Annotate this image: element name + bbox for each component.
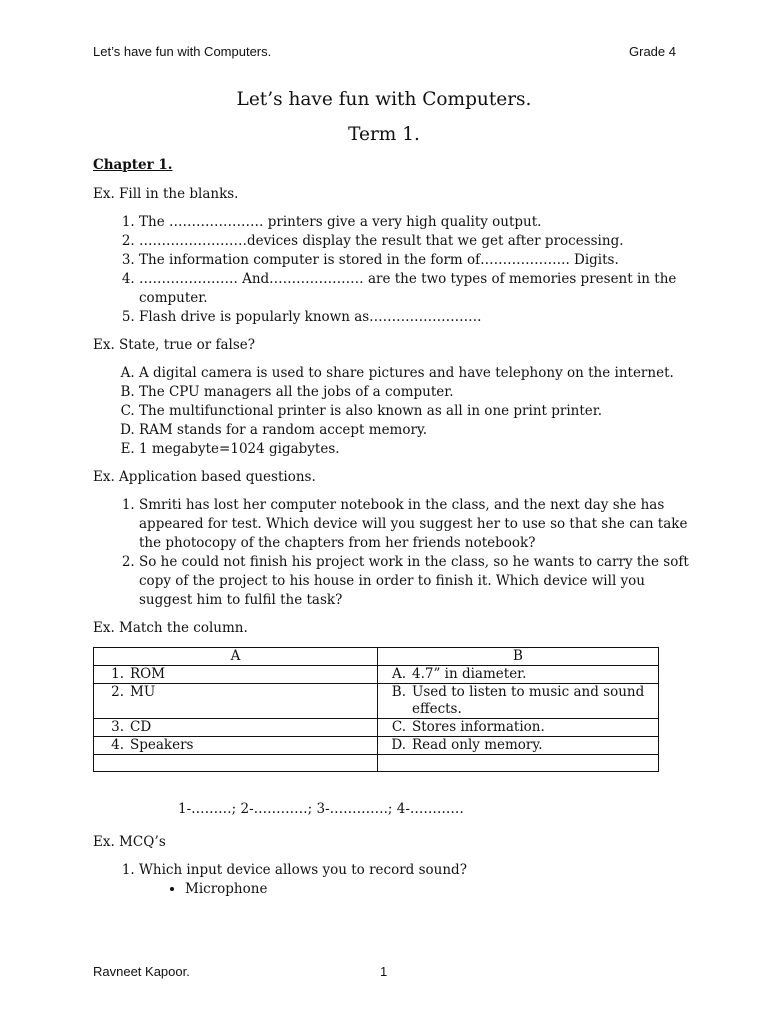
- item-letter: C.: [391, 719, 406, 735]
- item-letter: A.: [391, 666, 406, 682]
- match-answers: 1-………; 2-…………; 3-………….; 4-…………: [178, 801, 464, 817]
- item-number: 3.: [111, 719, 124, 735]
- mcq-list: [93, 861, 693, 880]
- header-left: Let’s have fun with Computers.: [93, 44, 272, 59]
- item-number: 1.: [111, 666, 124, 682]
- column-a-header: A: [94, 648, 378, 666]
- document-subtitle: Term 1.: [348, 124, 420, 145]
- list-item: C. The multifunctional printer is also known as all in one print printer.: [139, 402, 693, 421]
- table-row: [94, 737, 659, 755]
- item-number: 2.: [111, 684, 124, 700]
- application-heading: Ex. Application based questions.: [93, 469, 316, 485]
- table-row-empty: [94, 755, 659, 772]
- item-text: CD: [130, 719, 152, 735]
- footer-author: Ravneet Kapoor.: [93, 964, 190, 979]
- table-row: [94, 684, 659, 719]
- list-item: 1. Which input device allows you to record sound?: [139, 861, 693, 880]
- item-letter: B.: [391, 684, 406, 700]
- list-item: E. 1 megabyte=1024 gigabytes.: [139, 440, 693, 459]
- item-text: Used to listen to music and sound effects.: [412, 684, 645, 717]
- table-row: [94, 666, 659, 684]
- item-number: 4.: [111, 737, 124, 753]
- document-body: [93, 156, 693, 908]
- column-a-cell: [94, 666, 378, 684]
- list-item: B. The CPU managers all the jobs of a computer.: [139, 383, 693, 402]
- true-false-list: [93, 364, 693, 459]
- chapter-heading: Chapter 1.: [93, 157, 173, 173]
- column-b-cell: [378, 719, 659, 737]
- page-number: 1: [380, 964, 388, 979]
- column-b-cell: [378, 666, 659, 684]
- list-item: D. RAM stands for a random accept memory.: [139, 421, 693, 440]
- list-item: 2. So he could not finish his project work in the class, so he wants to carry the soft copy of the project to his house in order to finish it. Which device will you suggest him to fulfil the task?: [139, 553, 693, 610]
- column-b-cell: [378, 737, 659, 755]
- empty-cell: [94, 755, 378, 772]
- item-text: Read only memory.: [412, 737, 543, 753]
- fill-blanks-list: [93, 213, 693, 327]
- application-list: [93, 496, 693, 610]
- list-item: 2. ……………………devices display the result that we get after processing.: [139, 232, 693, 251]
- header-right: Grade 4: [629, 44, 676, 59]
- document-title: Let’s have fun with Computers.: [236, 89, 532, 110]
- item-text: Stores information.: [412, 719, 545, 735]
- list-item: 3. The information computer is stored in the form of……………….. Digits.: [139, 251, 693, 270]
- item-text: MU: [130, 684, 156, 700]
- true-false-heading: Ex. State, true or false?: [93, 337, 256, 353]
- column-b-header: B: [378, 648, 659, 666]
- list-item: A. A digital camera is used to share pictures and have telephony on the internet.: [139, 364, 693, 383]
- column-b-cell: [378, 684, 659, 719]
- table-row: [94, 719, 659, 737]
- column-a-cell: [94, 684, 378, 719]
- match-heading: Ex. Match the column.: [93, 620, 248, 636]
- list-item: 5. Flash drive is popularly known as…………………….: [139, 308, 693, 327]
- item-text: Speakers: [130, 737, 194, 753]
- mcq-options: [93, 880, 693, 899]
- item-text: 4.7” in diameter.: [412, 666, 527, 682]
- item-text: ROM: [130, 666, 166, 682]
- match-table-header: [94, 648, 659, 666]
- match-table: [93, 647, 659, 772]
- list-item: 1. Smriti has lost her computer notebook in the class, and the next day she has appeared for test. Which device will you suggest her to use so that she can take the photocopy of the chapters from her friends notebook?: [139, 496, 693, 553]
- column-a-cell: [94, 719, 378, 737]
- list-item: 4. …………………. And………………… are the two types of memories present in the computer.: [139, 270, 693, 308]
- list-item: 1. The ………………… printers give a very high quality output.: [139, 213, 693, 232]
- empty-cell: [378, 755, 659, 772]
- mcq-option: • Microphone: [185, 880, 693, 899]
- mcq-heading: Ex. MCQ’s: [93, 834, 166, 850]
- column-a-cell: [94, 737, 378, 755]
- item-letter: D.: [391, 737, 406, 753]
- fill-blanks-heading: Ex. Fill in the blanks.: [93, 186, 239, 202]
